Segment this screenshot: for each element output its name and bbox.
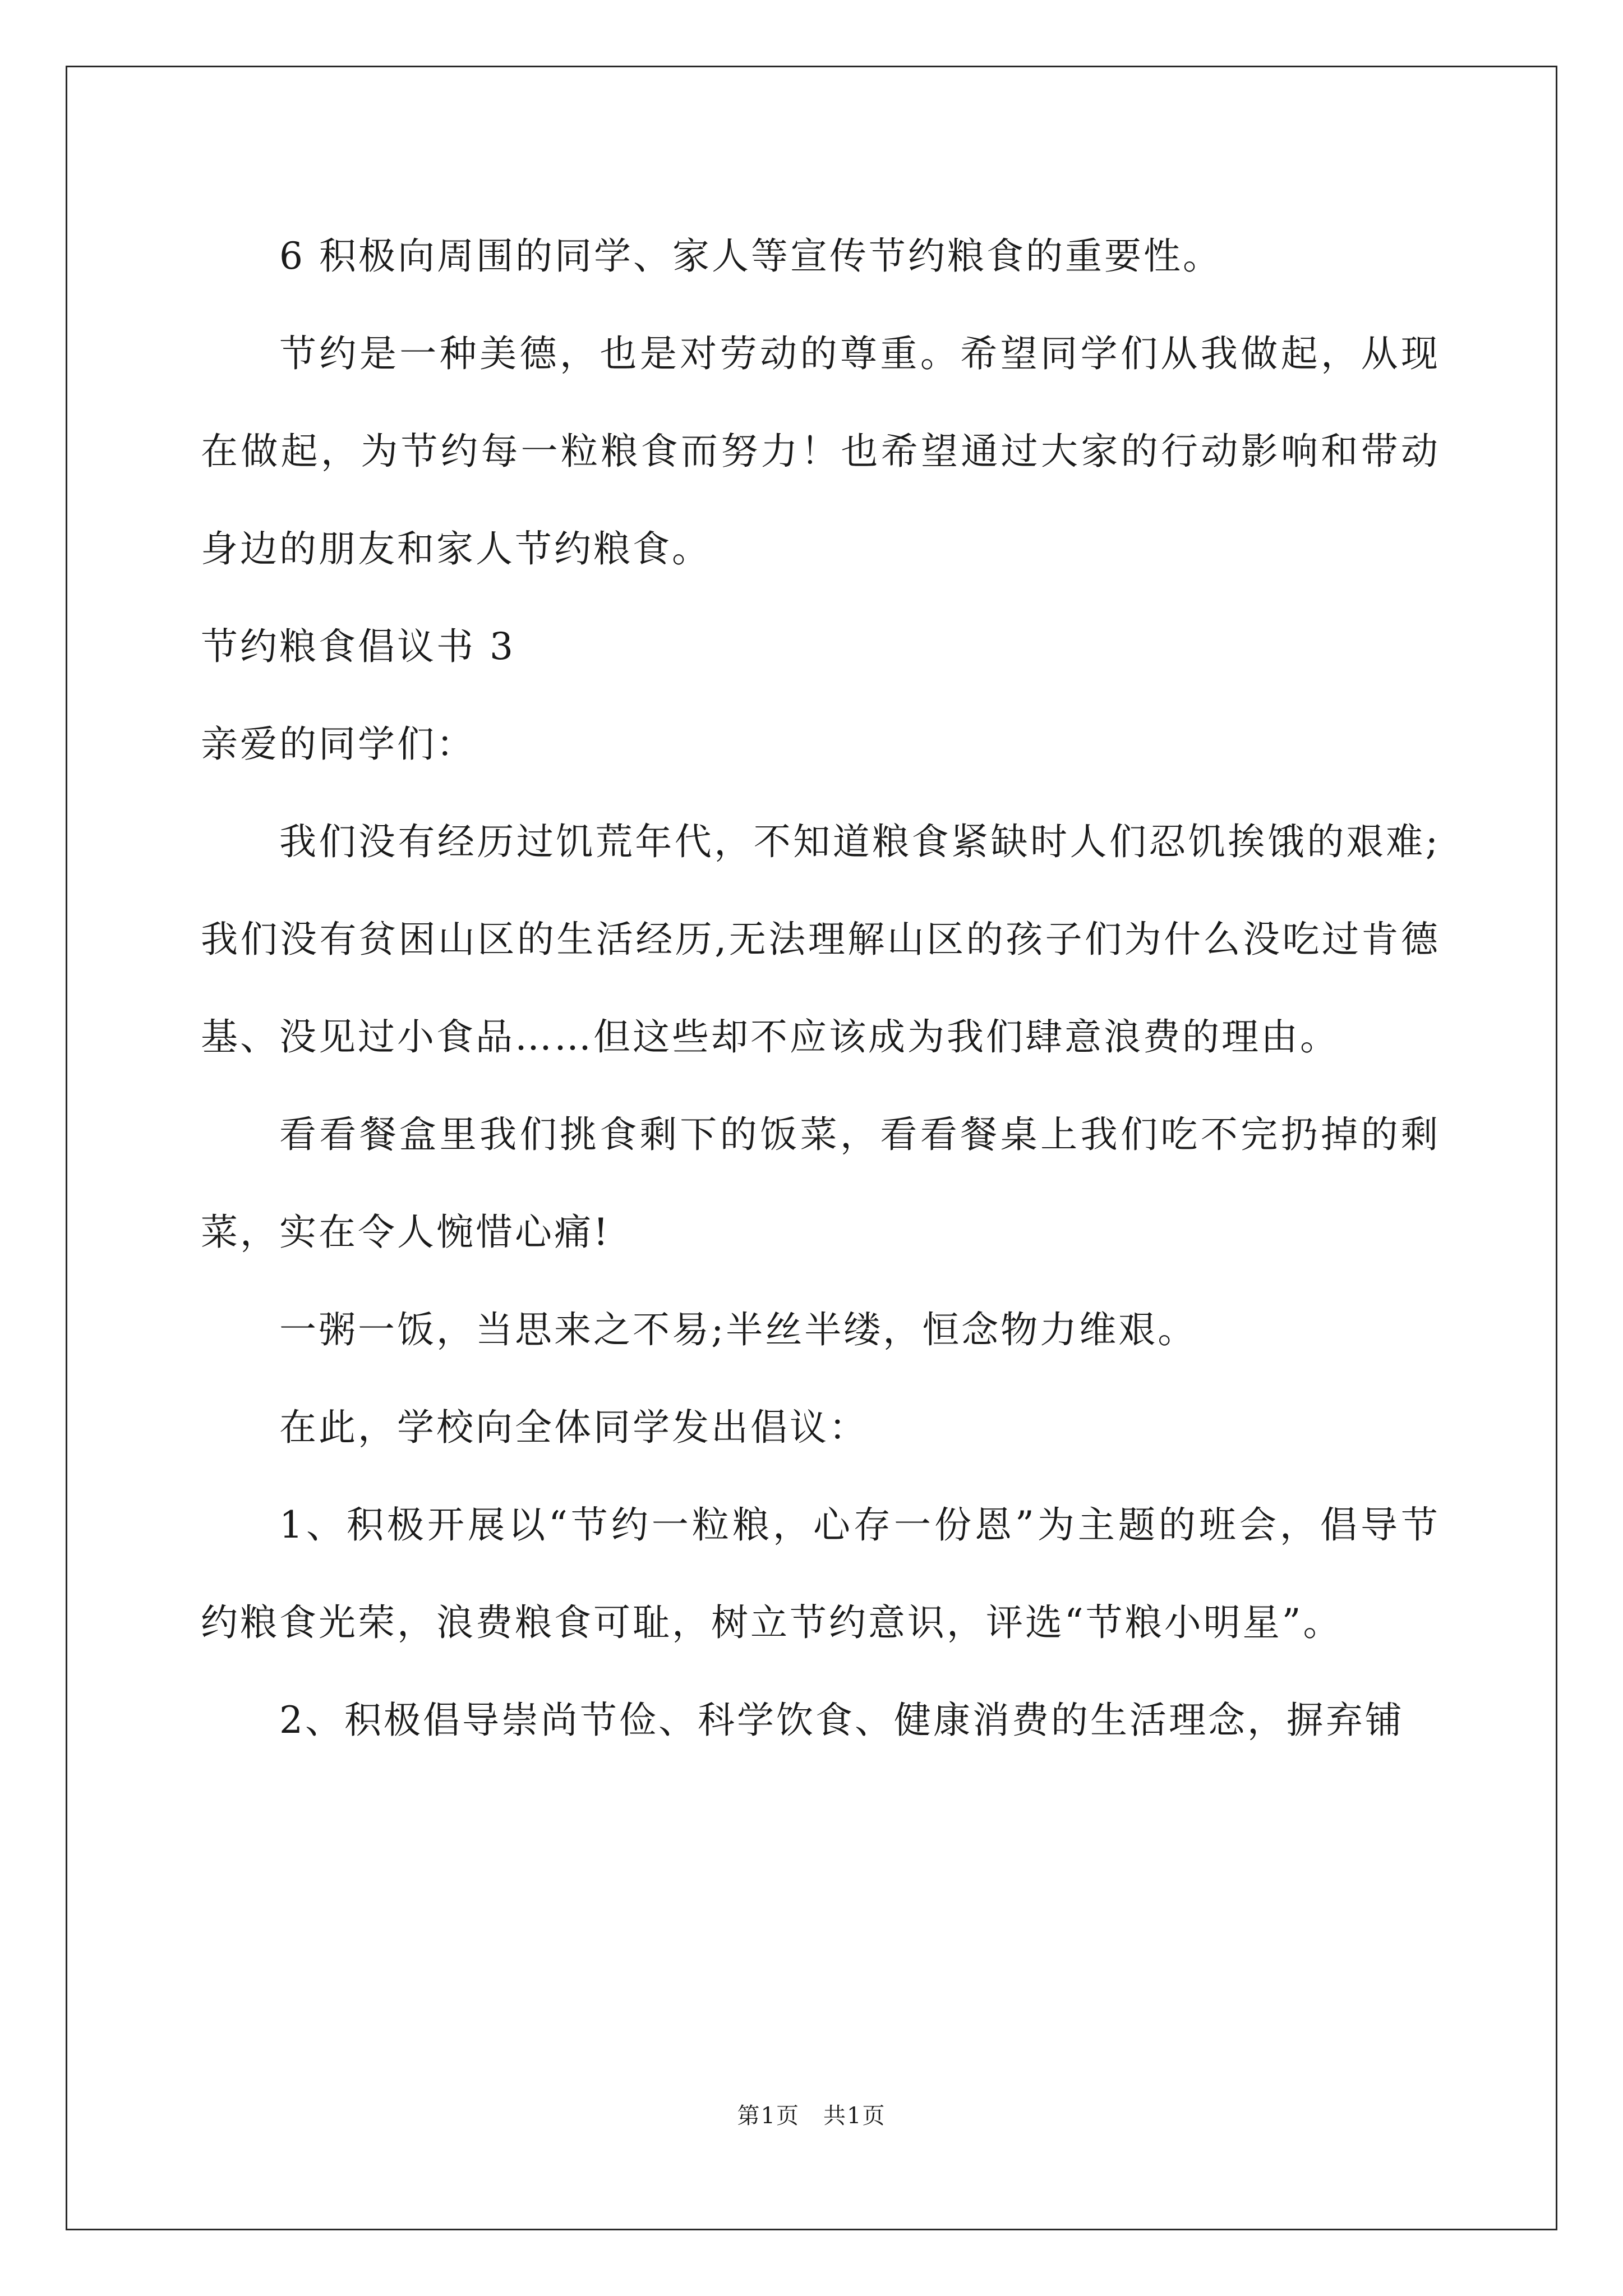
paragraph-item-6: 6 积极向周围的同学、家人等宣传节约粮食的重要性。 [279,234,1222,278]
paragraph-observation: 看看餐盒里我们挑食剩下的饭菜，看看餐桌上我们吃不完扔掉的剩菜，实在令人惋惜心痛! [201,1113,1440,1254]
paragraph-item-1: 1、积极开展以“节约一粒粮，心存一份恩”为主题的班会，倡导节约粮食光荣，浪费粮食可耻，树立节约意识，评选“节粮小明星”。 [201,1503,1440,1644]
paragraph-item-2: 2、积极倡导崇尚节俭、科学饮食、健康消费的生活理念，摒弃铺 [279,1699,1404,1742]
document-body [201,208,1440,1769]
section-title: 节约粮食倡议书 3 [201,625,515,668]
paragraph-intro: 我们没有经历过饥荒年代，不知道粮食紧缺时人们忍饥挨饿的艰难;我们没有贫困山区的生活经历,无法理解山区的孩子们为什么没吃过肯德基、没见过小食品……但这些却不应该成为我们肆意浪费的理由。 [201,820,1440,1059]
paragraph-conclusion: 节约是一种美德，也是对劳动的尊重。希望同学们从我做起，从现在做起，为节约每一粒粮食而努力！也希望通过大家的行动影响和带动身边的朋友和家人节约粮食。 [201,332,1440,570]
page-number: 第1页 共1页 [737,2103,886,2129]
paragraph-proposal-lead: 在此，学校向全体同学发出倡议： [279,1406,868,1449]
paragraph-proverb: 一粥一饭，当思来之不易;半丝半缕，恒念物力维艰。 [279,1308,1197,1351]
salutation: 亲爱的同学们： [201,723,476,766]
